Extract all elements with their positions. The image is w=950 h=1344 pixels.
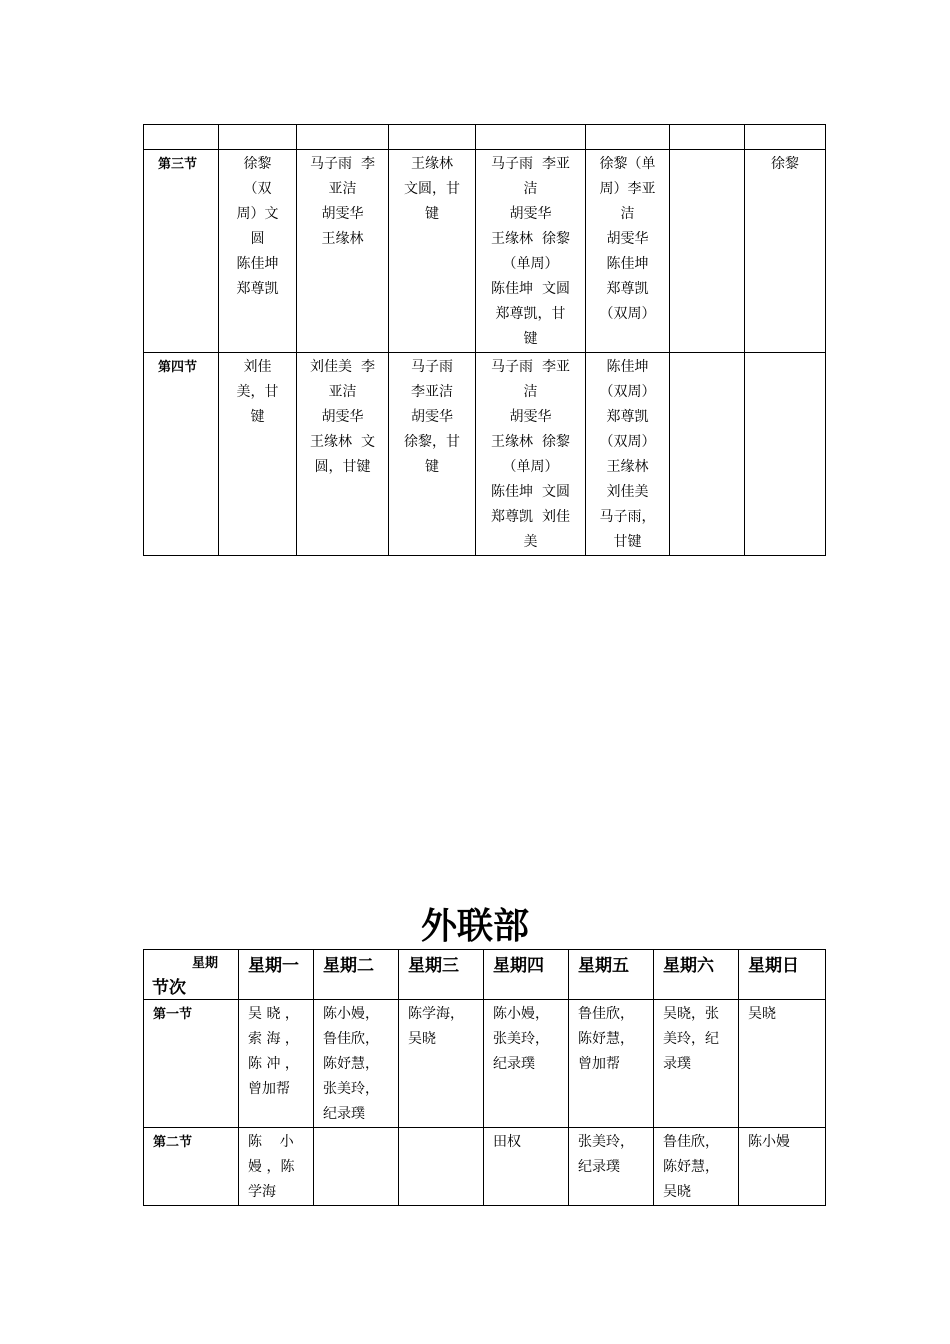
cell-line: 周）文 bbox=[236, 206, 279, 222]
day-header: 星期日 bbox=[739, 950, 826, 1000]
table-cell bbox=[219, 150, 297, 353]
table-cell bbox=[314, 1000, 399, 1128]
cell-line: 王缘林 徐黎 bbox=[491, 231, 570, 247]
table-cell bbox=[654, 1000, 739, 1128]
cell-line: 徐黎，甘 bbox=[404, 434, 460, 450]
cell-line: 键 bbox=[250, 409, 265, 425]
table-row bbox=[144, 353, 826, 556]
cell-line: 胡雯华 bbox=[321, 409, 364, 425]
cell-line: 张美玲， bbox=[493, 1031, 549, 1047]
table-cell bbox=[484, 1000, 569, 1128]
cell-line: 陈妤慧， bbox=[323, 1056, 379, 1072]
cell-line: 陈小嫚 bbox=[748, 1134, 790, 1150]
table-cell bbox=[586, 353, 670, 556]
cell-line: 陈佳坤 bbox=[606, 359, 649, 375]
table-cell bbox=[670, 150, 745, 353]
cell-line: 吴晓，张 bbox=[663, 1006, 719, 1022]
day-header: 星期五 bbox=[569, 950, 654, 1000]
cell-line: 陈 冲 ， bbox=[248, 1056, 299, 1072]
row-label: 第四节 bbox=[144, 353, 219, 556]
table-cell bbox=[586, 150, 670, 353]
cell-line: 洁 bbox=[620, 206, 635, 222]
table-cell bbox=[399, 1000, 484, 1128]
table-cell bbox=[476, 125, 586, 150]
cell-line: 马子雨 李亚 bbox=[491, 156, 570, 172]
cell-line: （双周） bbox=[599, 384, 656, 400]
cell-line: 郑尊凯 bbox=[236, 281, 279, 297]
row-label: 第一节 bbox=[144, 1000, 239, 1128]
table-cell bbox=[476, 353, 586, 556]
table-cell bbox=[654, 1128, 739, 1206]
day-header: 星期六 bbox=[654, 950, 739, 1000]
table-row bbox=[144, 1000, 826, 1128]
cell-line: 张美玲， bbox=[578, 1134, 634, 1150]
cell-line: 张美玲， bbox=[323, 1081, 379, 1097]
cell-line: 陈妤慧， bbox=[663, 1159, 719, 1175]
table-cell bbox=[389, 125, 476, 150]
day-header: 星期四 bbox=[484, 950, 569, 1000]
table-cell bbox=[389, 150, 476, 353]
table-cell bbox=[297, 353, 389, 556]
cell-line: 嫚 ，陈 bbox=[248, 1159, 295, 1175]
day-header: 星期三 bbox=[399, 950, 484, 1000]
cell-line: 键 bbox=[523, 331, 538, 347]
cell-line: 李亚洁 bbox=[411, 384, 453, 400]
table-cell bbox=[297, 150, 389, 353]
cell-line: 洁 bbox=[523, 181, 538, 197]
cell-line: 胡雯华 bbox=[509, 409, 552, 425]
cell-line: 徐黎（单 bbox=[599, 156, 656, 172]
cell-line: 陈佳坤 文圆 bbox=[491, 281, 570, 297]
schedule-table-top bbox=[143, 124, 826, 556]
cell-line: 学海 bbox=[248, 1184, 276, 1200]
cell-line: 鲁佳欣， bbox=[663, 1134, 719, 1150]
cell-line: 亚洁 bbox=[328, 181, 357, 197]
table-cell bbox=[399, 1128, 484, 1206]
cell-line: 胡雯华 bbox=[411, 409, 453, 425]
table-cell bbox=[484, 1128, 569, 1206]
table-cell bbox=[219, 125, 297, 150]
row-label: 第三节 bbox=[144, 150, 219, 353]
cell-line: 胡雯华 bbox=[321, 206, 364, 222]
cell-line: 纪录璞 bbox=[323, 1106, 365, 1122]
cell-line: 美玲，纪 bbox=[663, 1031, 719, 1047]
cell-line: 圆 bbox=[250, 231, 265, 247]
cell-line: 鲁佳欣， bbox=[323, 1031, 379, 1047]
cell-line: 索 海 ， bbox=[248, 1031, 299, 1047]
cell-line: 胡雯华 bbox=[606, 231, 649, 247]
table-cell bbox=[739, 1128, 826, 1206]
cell-line: 陈 小 bbox=[248, 1134, 294, 1150]
cell-line: 曾加帮 bbox=[578, 1056, 620, 1072]
table-cell bbox=[144, 125, 219, 150]
cell-line: 亚洁 bbox=[328, 384, 357, 400]
cell-line: 马子雨， bbox=[599, 509, 656, 525]
table-cell bbox=[670, 353, 745, 556]
cell-line: 刘佳美 bbox=[606, 484, 649, 500]
cell-line: 吴晓 bbox=[663, 1184, 691, 1200]
cell-line: 郑尊凯 刘佳 bbox=[491, 509, 570, 525]
corner-period-label: 节次 bbox=[152, 978, 186, 998]
cell-line: 文圆，甘 bbox=[404, 181, 460, 197]
table-row bbox=[144, 1128, 826, 1206]
cell-line: 纪录璞 bbox=[493, 1056, 535, 1072]
cell-line: 陈佳坤 文圆 bbox=[491, 484, 570, 500]
table-cell bbox=[219, 353, 297, 556]
table-cell bbox=[314, 1128, 399, 1206]
cell-line: 陈佳坤 bbox=[606, 256, 649, 272]
header-row bbox=[144, 950, 826, 1000]
table-cell bbox=[297, 125, 389, 150]
cell-line: 甘键 bbox=[613, 534, 642, 550]
cell-line: （双周） bbox=[599, 434, 656, 450]
table-cell bbox=[739, 1000, 826, 1128]
section-title: 外联部 bbox=[420, 905, 529, 947]
cell-line: 键 bbox=[425, 206, 439, 222]
table-cell bbox=[476, 150, 586, 353]
table-row bbox=[144, 150, 826, 353]
cell-line: 郑尊凯 bbox=[606, 409, 649, 425]
row-label: 第二节 bbox=[144, 1128, 239, 1206]
cell-line: 美 bbox=[523, 534, 538, 550]
cell-line: 美，甘 bbox=[236, 384, 279, 400]
table-cell bbox=[569, 1000, 654, 1128]
cell-line: （双周） bbox=[599, 306, 656, 322]
schedule-table-waillianbu bbox=[143, 949, 826, 1206]
cell-line: 吴 晓 ， bbox=[248, 1006, 299, 1022]
cell-line: （单周） bbox=[502, 256, 559, 272]
table-cell bbox=[745, 150, 826, 353]
table-cell bbox=[745, 125, 826, 150]
cell-line: 曾加帮 bbox=[248, 1081, 290, 1097]
cell-line: 胡雯华 bbox=[509, 206, 552, 222]
table-cell bbox=[670, 125, 745, 150]
cell-line: 圆，甘键 bbox=[314, 459, 371, 475]
cell-line: 马子雨 李亚 bbox=[491, 359, 570, 375]
day-header: 星期二 bbox=[314, 950, 399, 1000]
cell-line: 郑尊凯，甘 bbox=[495, 306, 566, 322]
cell-line: （双 bbox=[243, 181, 272, 197]
cell-line: 陈妤慧， bbox=[578, 1031, 634, 1047]
corner-weekday-label: 星期 bbox=[192, 956, 219, 971]
cell-line: 王缘林 bbox=[411, 156, 453, 172]
cell-line: 王缘林 bbox=[606, 459, 649, 475]
cell-line: 录璞 bbox=[663, 1056, 691, 1072]
cell-line: 陈小嫚， bbox=[493, 1006, 549, 1022]
cell-line: （单周） bbox=[502, 459, 559, 475]
cell-line: 马子雨 bbox=[411, 359, 453, 375]
cell-line: 陈小嫚， bbox=[323, 1006, 379, 1022]
table-cell bbox=[569, 1128, 654, 1206]
cell-line: 王缘林 文 bbox=[310, 434, 375, 450]
cell-line: 陈学海， bbox=[408, 1006, 464, 1022]
cell-line: 刘佳 bbox=[243, 359, 272, 375]
corner-header bbox=[144, 950, 239, 1000]
cell-line: 马子雨 李 bbox=[310, 156, 375, 172]
cell-line: 键 bbox=[425, 459, 439, 475]
cell-line: 陈佳坤 bbox=[236, 256, 279, 272]
table-cell bbox=[239, 1128, 314, 1206]
cell-line: 田权 bbox=[493, 1134, 521, 1150]
table-cell bbox=[239, 1000, 314, 1128]
cell-line: 洁 bbox=[523, 384, 538, 400]
cell-line: 吴晓 bbox=[408, 1031, 436, 1047]
cell-line: 周）李亚 bbox=[599, 181, 656, 197]
cell-line: 徐黎 bbox=[771, 156, 799, 172]
day-header: 星期一 bbox=[239, 950, 314, 1000]
cell-line: 王缘林 bbox=[321, 231, 364, 247]
empty-header-row bbox=[144, 125, 826, 150]
cell-line: 王缘林 徐黎 bbox=[491, 434, 570, 450]
cell-line: 吴晓 bbox=[748, 1006, 776, 1022]
cell-line: 纪录璞 bbox=[578, 1159, 620, 1175]
cell-line: 徐黎 bbox=[243, 156, 272, 172]
table-cell bbox=[586, 125, 670, 150]
cell-line: 鲁佳欣， bbox=[578, 1006, 634, 1022]
cell-line: 刘佳美 李 bbox=[310, 359, 375, 375]
table-cell bbox=[389, 353, 476, 556]
cell-line: 郑尊凯 bbox=[606, 281, 649, 297]
table-cell bbox=[745, 353, 826, 556]
